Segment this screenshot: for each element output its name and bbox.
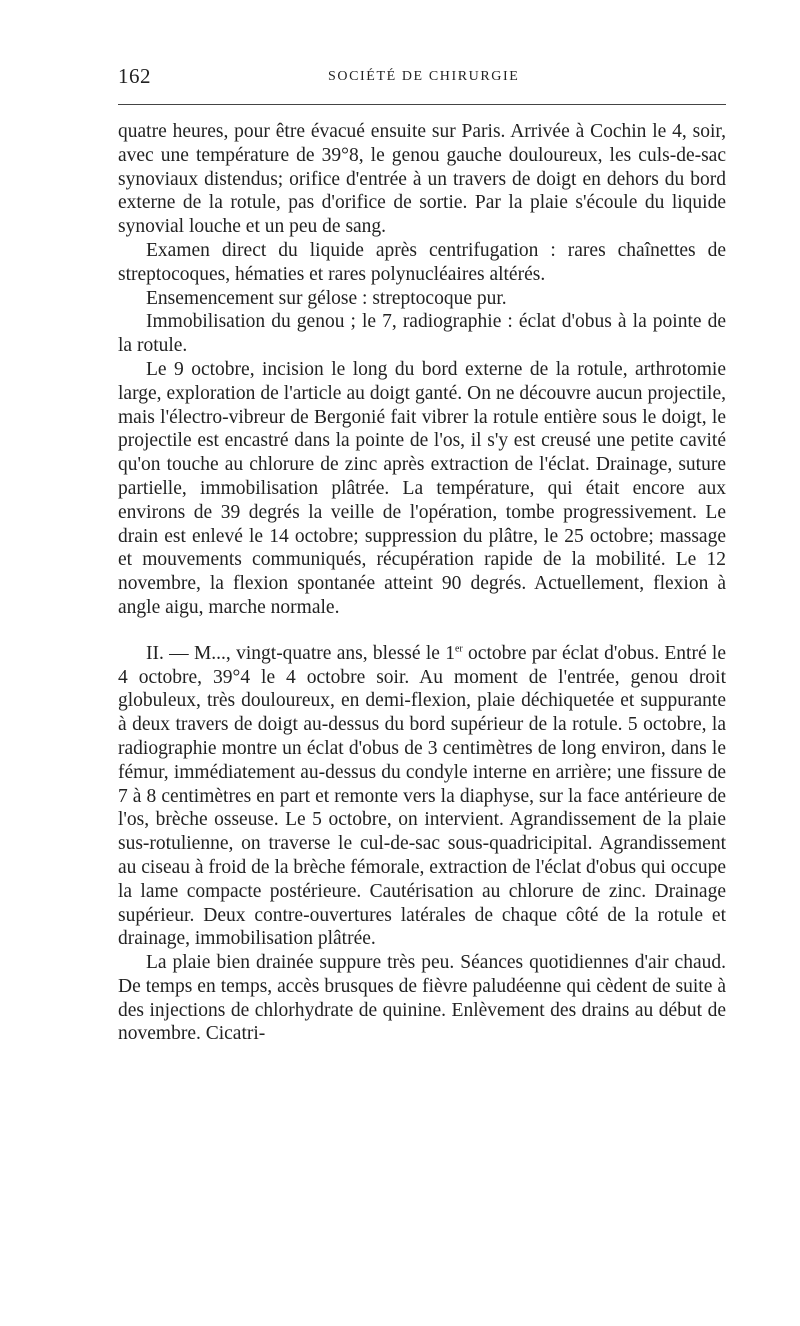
case-two-description: octobre par éclat d'obus. Entré le 4 octobre, 39°4 le 4 octobre soir. Au moment de l'entrée, genou droit globuleux, très douloureux, en demi-flexion, plaie déchiquetée et suppurante à deux travers de doigt au-dessus du bord supérieur de la rotule. 5 octobre, la radiographie montre un éclat d'obus de 3 centimètres de long environ, dans le fémur, immédiatement au-dessus du condyle interne en arrière; une fissure de 7 à 8 centimètres en part et remonte vers la diaphyse, sur la face antérieure de l'os, brèche osseuse. Le 5 octobre, on intervient. Agrandissement de la plaie sus-rotulienne, on traverse le cul-de-sac sous-quadricipital. Agrandissement au ciseau à froid de la brèche fémorale, extraction de l'éclat d'obus qui occupe la lame compacte postérieure. Cautérisation au chlorure de zinc. Drainage supérieur. Deux contre-ouvertures latérales de chaque côté de la rotule et drainage, immobilisation plâtrée.	[118, 642, 726, 950]
ordinal-superscript: er	[454, 643, 463, 655]
case-one-paragraph-1: quatre heures, pour être évacué ensuite sur Paris. Arrivée à Cochin le 4, soir, avec une température de 39°8, le genou gauche douloureux, les culs-de-sac synoviaux distendus; orifice d'entrée à un travers de doigt en dehors du bord externe de la rotule, pas d'orifice de sortie. Par la plaie s'écoule du liquide synovial louche et un peu de sang.	[118, 121, 726, 238]
running-title: SOCIÉTÉ DE CHIRURGIE	[328, 69, 520, 84]
case-two-paragraph-2: La plaie bien drainée suppure très peu. Séances quotidiennes d'air chaud. De temps en temps, accès brusques de fièvre paludéenne qui cèdent de suite à des injections de chlorhydrate de quinine. Enlèvement des drains au début de novembre. Cicatri-	[118, 952, 726, 1045]
page-body	[118, 120, 726, 1046]
case-one-paragraph-3: Ensemencement sur gélose : streptocoque pur.	[146, 287, 507, 309]
case-two-intro: II. — M..., vingt-quatre ans, blessé le 1	[146, 642, 455, 664]
case-two-paragraph-1	[118, 642, 726, 951]
case-one-paragraph-4: Immobilisation du genou ; le 7, radiographie : éclat d'obus à la pointe de la rotule.	[118, 311, 726, 357]
page-number: 162	[118, 64, 151, 88]
case-one-paragraph-5: Le 9 octobre, incision le long du bord externe de la rotule, arthrotomie large, exploration de l'article au doigt ganté. On ne découvre aucun projectile, mais l'électro-vibreur de Bergonié fait vibrer la rotule entière sous le doigt, le projectile est encastré dans la pointe de l'os, il s'y est creusé une petite cavité qu'on touche au chlorure de zinc après extraction de l'éclat. Drainage, suture partielle, immobilisation plâtrée. La température, qui était encore aux environs de 39 degrés la veille de l'opération, tombe progressivement. Le drain est enlevé le 14 octobre; suppression du plâtre, le 25 octobre; massage et mouvements communiqués, récupération rapide de la mobilité. Le 12 novembre, la flexion spontanée atteint 90 degrés. Actuellement, flexion à angle aigu, marche normale.	[118, 358, 726, 618]
header-rule	[118, 104, 726, 105]
case-separator-space	[118, 620, 726, 642]
case-one-paragraph-2: Examen direct du liquide après centrifugation : rares chaînettes de streptocoques, hématies et rares polynucléaires altérés.	[118, 239, 726, 285]
page-header	[118, 64, 726, 104]
